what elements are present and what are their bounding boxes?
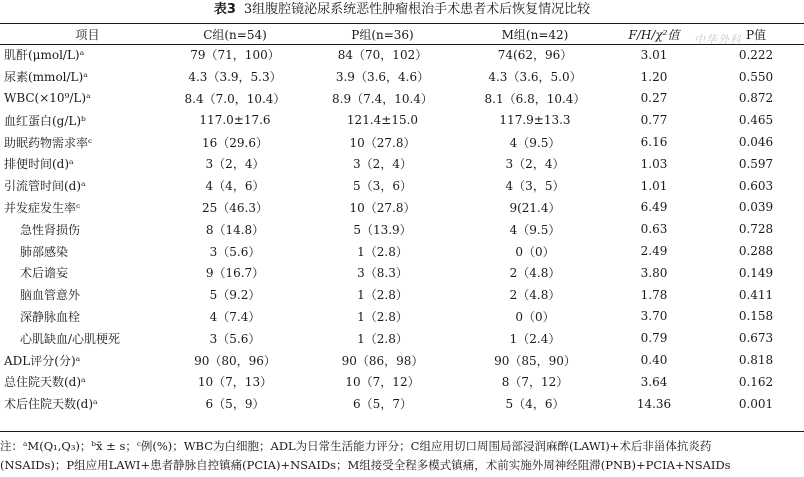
cell-group-c: 10（7，13） xyxy=(197,375,273,390)
header-item: 项目 xyxy=(75,27,100,42)
cell-group-c: 8.4（7.0，10.4） xyxy=(184,91,286,106)
cell-group-m: 0（0） xyxy=(515,309,555,324)
cell-statistic: 0.27 xyxy=(640,91,668,106)
cell-group-c: 90（80，96） xyxy=(194,353,276,368)
cell-group-c: 8（14.8） xyxy=(205,222,265,237)
cell-p-value: 0.411 xyxy=(738,287,774,302)
cell-p-value: 0.872 xyxy=(738,91,774,106)
cell-p-value: 0.818 xyxy=(738,353,774,368)
header-statistic: F/H/χ²值 xyxy=(628,27,680,42)
cell-item: WBC(×10⁹/L)ᵃ xyxy=(4,91,91,106)
cell-group-p: 8.9（7.4，10.4） xyxy=(332,91,433,106)
note-line: (NSAIDs)；P组应用LAWI+患者静脉自控镇痛(PCIA)+NSAIDs；M组接受全程多模式镇痛，术前实施外周神经阻滞(PNB)+PCIA+NSAIDs xyxy=(0,458,731,472)
cell-p-value: 0.046 xyxy=(738,135,774,150)
cell-item: 脑血管意外 xyxy=(20,288,81,303)
cell-item: 肌酐(μmol/L)ᵃ xyxy=(4,48,85,63)
watermark: 中华外科 xyxy=(694,33,742,46)
table-row xyxy=(0,349,804,371)
cell-statistic: 2.49 xyxy=(640,244,668,259)
cell-p-value: 0.603 xyxy=(738,178,774,193)
cell-item: 总住院天数(d)ᵃ xyxy=(4,375,86,390)
cell-p-value: 0.550 xyxy=(738,69,774,84)
cell-statistic: 1.20 xyxy=(640,69,668,84)
cell-statistic: 3.80 xyxy=(640,265,668,280)
cell-item: ADL评分(分)ᵃ xyxy=(4,353,81,368)
table-row xyxy=(0,44,804,66)
cell-group-m: 117.9±13.3 xyxy=(499,113,571,128)
cell-group-p: 3（8.3） xyxy=(357,266,408,281)
cell-group-m: 8.1（6.8，10.4） xyxy=(484,91,586,106)
table-caption: 3组腹腔镜泌尿系统恶性肿瘤根治手术患者术后恢复情况比较 xyxy=(243,2,591,17)
cell-statistic: 0.79 xyxy=(640,331,668,346)
recovery-table xyxy=(0,24,804,415)
note-line: 注：ᵃM(Q₁,Q₃)；ᵇx̄ ± s；ᶜ例(%)；WBC为白细胞；ADL为日常生活能力评分；C组应用切口周围局部浸润麻醉(LAWI)+术后非甾体抗炎药 xyxy=(0,439,712,453)
cell-group-p: 3（2，4） xyxy=(353,157,412,172)
cell-item: 深静脉血栓 xyxy=(20,309,81,324)
cell-item: 术后住院天数(d)ᵃ xyxy=(4,397,98,412)
cell-statistic: 1.03 xyxy=(640,156,668,171)
header-row xyxy=(0,24,804,44)
cell-group-c: 16（29.6） xyxy=(202,135,268,150)
cell-group-c: 3（5.6） xyxy=(209,331,261,346)
cell-p-value: 0.222 xyxy=(738,47,774,62)
table-row xyxy=(0,240,804,262)
table-number: 表3 xyxy=(213,2,236,17)
cell-group-c: 6（5，9） xyxy=(205,397,265,412)
cell-p-value: 0.149 xyxy=(738,265,774,280)
cell-item: 术后谵妄 xyxy=(20,266,69,281)
cell-group-m: 9(21.4） xyxy=(509,200,561,215)
cell-item: 心肌缺血/心肌梗死 xyxy=(20,331,121,346)
cell-group-m: 4（9.5） xyxy=(509,222,561,237)
table-row xyxy=(0,109,804,131)
header-group-m: M组(n=42) xyxy=(501,27,569,42)
cell-group-p: 1（2.8） xyxy=(357,288,408,303)
cell-group-c: 117.0±17.6 xyxy=(199,113,271,128)
cell-item: 肺部感染 xyxy=(20,244,69,259)
cell-group-p: 10（27.8） xyxy=(349,200,416,215)
table-row xyxy=(0,371,804,393)
cell-group-c: 5（9.2） xyxy=(209,288,261,303)
cell-item: 急性肾损伤 xyxy=(20,222,81,237)
cell-group-c: 3（5.6） xyxy=(209,244,261,259)
table-notes xyxy=(0,437,804,475)
table-row xyxy=(0,131,804,153)
table-row xyxy=(0,306,804,328)
header-group-p: P组(n=36) xyxy=(351,27,414,42)
cell-group-p: 10（27.8） xyxy=(349,135,416,150)
cell-statistic: 3.70 xyxy=(640,309,668,324)
cell-statistic: 0.77 xyxy=(640,113,668,128)
table-row xyxy=(0,284,804,306)
cell-group-p: 5（3，6） xyxy=(353,179,412,194)
table-row xyxy=(0,66,804,88)
cell-group-c: 79（71，100） xyxy=(190,48,280,63)
cell-p-value: 0.597 xyxy=(738,156,774,171)
table-row xyxy=(0,153,804,175)
cell-statistic: 1.01 xyxy=(640,178,668,193)
cell-p-value: 0.039 xyxy=(738,200,774,215)
bottom-rule xyxy=(0,431,804,432)
cell-p-value: 0.162 xyxy=(738,374,774,389)
cell-group-c: 3（2，4） xyxy=(205,157,265,172)
cell-item: 尿素(mmol/L)ᵃ xyxy=(4,70,88,85)
cell-group-m: 3（2，4） xyxy=(505,157,565,172)
cell-statistic: 1.78 xyxy=(640,287,668,302)
cell-item: 引流管时间(d)ᵃ xyxy=(4,179,86,194)
cell-group-m: 4.3（3.6，5.0） xyxy=(488,70,582,85)
cell-p-value: 0.158 xyxy=(738,309,774,324)
cell-item: 并发症发生率ᶜ xyxy=(4,200,81,215)
cell-group-m: 8（7，12） xyxy=(501,375,569,390)
table-row xyxy=(0,88,804,110)
cell-group-p: 3.9（3.6，4.6） xyxy=(335,70,430,85)
cell-p-value: 0.728 xyxy=(738,222,774,237)
cell-group-c: 4.3（3.9，5.3） xyxy=(188,70,282,85)
cell-statistic: 14.36 xyxy=(636,396,672,411)
cell-group-c: 4（4，6） xyxy=(205,179,265,194)
table-row xyxy=(0,393,804,415)
cell-statistic: 0.40 xyxy=(640,353,668,368)
cell-group-m: 5（4，6） xyxy=(505,397,565,412)
cell-group-p: 10（7，12） xyxy=(345,375,420,390)
cell-group-c: 9（16.7） xyxy=(205,266,265,281)
cell-group-m: 2（4.8） xyxy=(509,288,561,303)
cell-p-value: 0.288 xyxy=(738,244,774,259)
cell-group-m: 4（3，5） xyxy=(505,179,565,194)
cell-statistic: 6.16 xyxy=(640,135,668,150)
cell-item: 排便时间(d)ᵃ xyxy=(4,157,74,172)
cell-group-p: 84（70，102） xyxy=(337,48,428,63)
header-group-c: C组(n=54) xyxy=(203,27,267,42)
cell-group-p: 1（2.8） xyxy=(357,309,408,324)
cell-statistic: 0.63 xyxy=(640,222,668,237)
cell-group-p: 5（13.9） xyxy=(353,222,412,237)
cell-group-p: 6（5，7） xyxy=(353,397,412,412)
cell-statistic: 3.64 xyxy=(640,374,668,389)
cell-group-m: 90（85，90） xyxy=(494,353,576,368)
cell-group-p: 1（2.8） xyxy=(357,331,408,346)
cell-item: 血红蛋白(g/L)ᵇ xyxy=(4,113,86,128)
table-row xyxy=(0,175,804,197)
table-row xyxy=(0,262,804,284)
cell-group-m: 4（9.5） xyxy=(509,135,561,150)
cell-group-p: 90（86，98） xyxy=(341,353,424,368)
table-row xyxy=(0,197,804,219)
cell-group-m: 74(62，96） xyxy=(497,48,573,63)
header-p-value: P值 xyxy=(745,27,767,42)
cell-statistic: 6.49 xyxy=(640,200,668,215)
table-title xyxy=(0,2,804,18)
cell-p-value: 0.673 xyxy=(738,331,774,346)
cell-statistic: 3.01 xyxy=(640,47,668,62)
cell-group-p: 121.4±15.0 xyxy=(346,113,419,128)
table-row xyxy=(0,218,804,240)
cell-group-m: 2（4.8） xyxy=(509,266,561,281)
cell-p-value: 0.001 xyxy=(738,396,774,411)
cell-p-value: 0.465 xyxy=(738,113,774,128)
table-row xyxy=(0,327,804,349)
cell-group-p: 1（2.8） xyxy=(357,244,408,259)
cell-group-m: 0（0） xyxy=(515,244,555,259)
cell-group-m: 1（2.4） xyxy=(509,331,561,346)
cell-group-c: 25（46.3） xyxy=(202,200,268,215)
cell-group-c: 4（7.4） xyxy=(209,309,261,324)
cell-item: 助眠药物需求率ᶜ xyxy=(4,135,93,150)
